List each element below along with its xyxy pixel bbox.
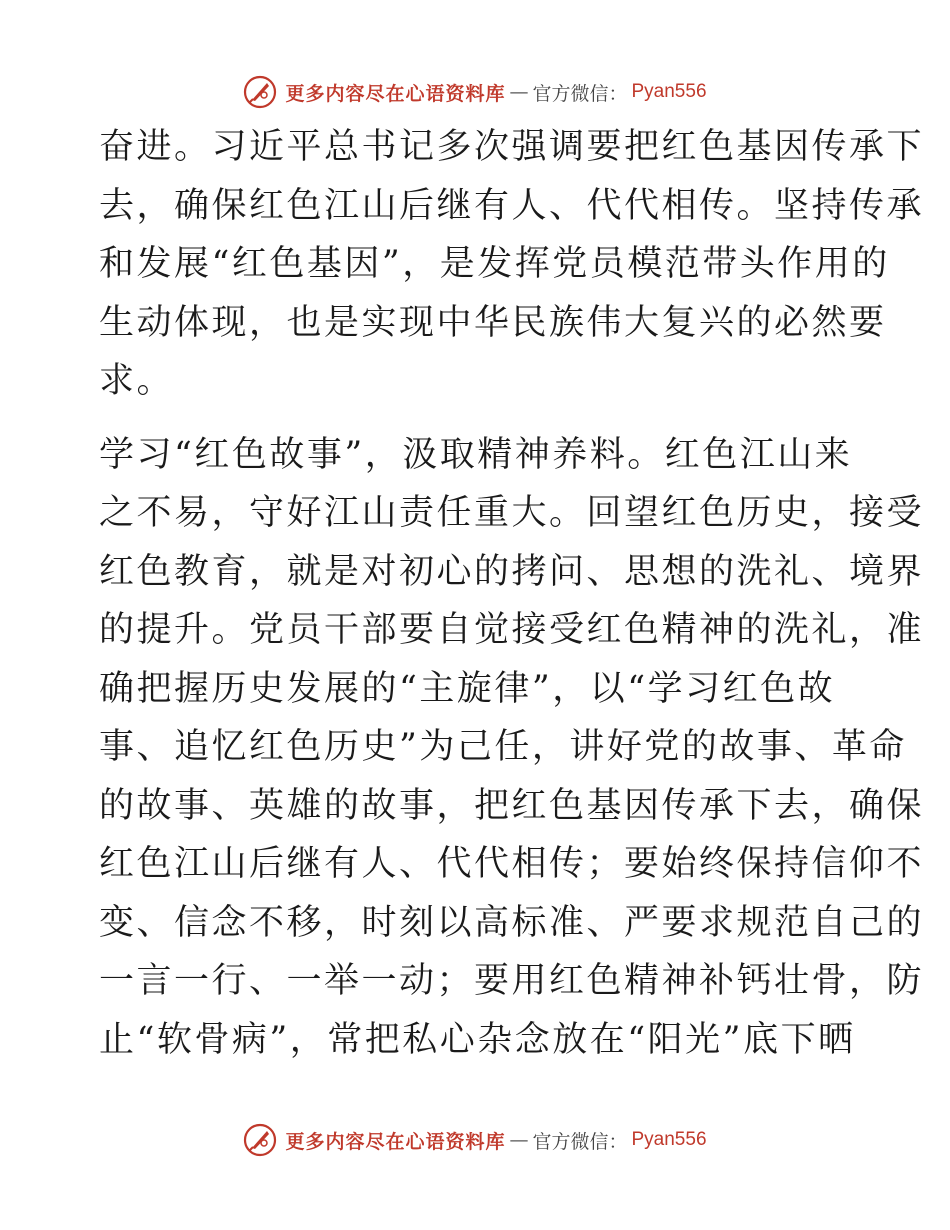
text-line: 一言一行、一举一动；要用红色精神补钙壮骨，防 [99,961,925,1001]
text-line: 生动体现，也是实现中华民族伟大复兴的必然要 [99,302,887,343]
banner-dash: — [509,81,529,103]
paragraph-2 [99,426,925,1070]
text-line: 止“软骨病”，常把私心杂念放在“阳光”底下晒 [99,1019,856,1060]
banner-slogan: 更多内容尽在心语资料库 [285,1130,506,1153]
text-line: 的故事、英雄的故事，把红色基因传承下去，确保 [99,785,925,826]
text-line: 变、信念不移，时刻以高标准、严要求规范自己的 [99,902,925,943]
paragraph-gap [99,411,859,426]
paragraph-1 [99,118,925,411]
text-line: 去，确保红色江山后继有人、代代相传。坚持传承 [99,185,925,226]
text-line: 红色江山后继有人、代代相传；要始终保持信仰不 [99,844,925,884]
document-body [99,118,925,1069]
text-line: 奋进。习近平总书记多次强调要把红色基因传承下 [99,127,925,167]
text-line: 的提升。党员干部要自觉接受红色精神的洗礼，准 [99,610,925,650]
banner-wechat-id: Pyan556 [631,1129,707,1150]
header-banner [0,72,950,112]
quill-logo-icon [243,1123,277,1157]
text-line: 确把握历史发展的“主旋律”，以“学习红色故 [99,668,836,709]
text-line: 学习“红色故事”，汲取精神养料。红色江山来 [99,434,853,475]
banner-wechat-label: 官方微信： [532,1130,628,1153]
banner-dash: — [509,1129,529,1151]
banner-slogan: 更多内容尽在心语资料库 [285,82,506,105]
quill-logo-icon [243,75,277,109]
text-line: 红色教育，就是对初心的拷问、思想的洗礼、境界 [99,551,925,592]
banner-wechat-id: Pyan556 [631,81,707,102]
text-line: 求。 [99,361,175,401]
text-line: 和发展“红色基因”，是发挥党员模范带头作用的 [99,244,890,284]
text-line: 事、追忆红色历史”为己任，讲好党的故事、革命 [99,727,907,767]
banner-wechat-label: 官方微信： [532,82,628,105]
footer-banner [0,1120,950,1160]
text-line: 之不易，守好江山责任重大。回望红色历史，接受 [99,493,925,533]
